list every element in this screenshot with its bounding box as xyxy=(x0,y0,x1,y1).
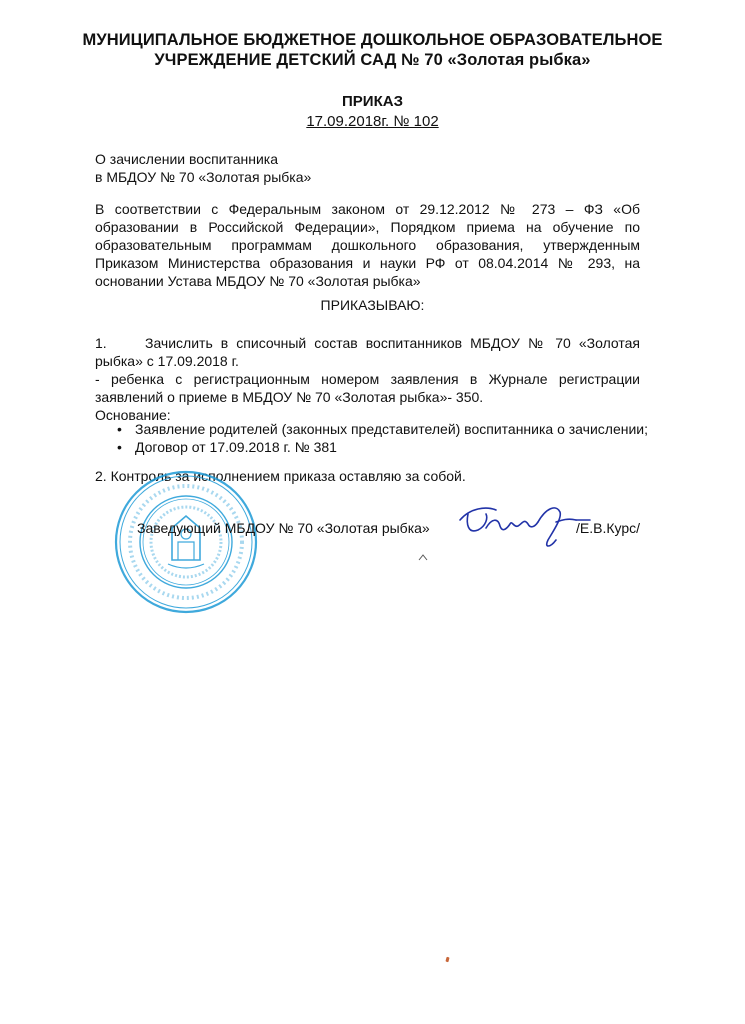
basis-item-text: Заявление родителей (законных представителей) воспитанника о зачислении; xyxy=(135,421,648,437)
basis-list xyxy=(95,420,648,456)
order-date-number: 17.09.2018г. № 102 xyxy=(306,113,439,130)
organization-title-line-1: МУНИЦИПАЛЬНОЕ БЮДЖЕТНОЕ ДОШКОЛЬНОЕ ОБРАЗОВАТЕЛЬНОЕ xyxy=(82,31,663,49)
order-subject-line-1: О зачислении воспитанника xyxy=(95,151,279,167)
order-subject-line-2: в МБДОУ № 70 «Золотая рыбка» xyxy=(95,169,312,185)
basis-list-item xyxy=(95,420,648,438)
order-subject xyxy=(95,150,311,186)
paper-speck-icon xyxy=(445,957,449,963)
order-word: ПРИКАЗЫВАЮ: xyxy=(320,297,425,313)
signatory-role: Заведующий МБДОУ № 70 «Золотая рыбка» xyxy=(137,520,430,536)
order-item-1-number: 1. xyxy=(95,335,107,351)
official-stamp-icon xyxy=(112,468,260,616)
organization-title-line-2: УЧРЕЖДЕНИЕ ДЕТСКИЙ САД № 70 «Золотая рыбка» xyxy=(154,51,591,69)
bullet-icon: • xyxy=(117,439,122,455)
organization-title xyxy=(0,30,745,70)
order-item-1 xyxy=(95,334,640,406)
basis-item-text: Договор от 17.09.2018 г. № 381 xyxy=(135,439,337,455)
order-item-1-detail: - ребенка с регистрационным номером заявления в Журнале регистрации заявлений о приеме в МБДОУ № 70 «Золотая рыбка»- 350. xyxy=(95,371,640,405)
order-item-2: 2. Контроль за исполнением приказа оставляю за собой. xyxy=(95,468,466,484)
preamble-paragraph: В соответствии с Федеральным законом от 29.12.2012 № 273 – ФЗ «Об образовании в Российской Федерации», Порядком приема на обучение по образовательным программам дошкольного образования, утвержденным Приказом Министерства образования и науки РФ от 08.04.2014 № 293, на основании Устава МБДОУ № 70 «Золотая рыбка» xyxy=(95,201,640,289)
order-item-1-text: Зачислить в списочный состав воспитанников МБДОУ № 70 «Золотая рыбка» с 17.09.2018 г. xyxy=(95,335,640,369)
basis-label: Основание: xyxy=(95,407,171,423)
signatory-name: /Е.В.Курс/ xyxy=(576,520,641,536)
handwritten-signature-icon xyxy=(456,500,591,555)
order-title: ПРИКАЗ xyxy=(342,93,403,110)
bullet-icon: • xyxy=(117,421,122,437)
pen-mark-icon xyxy=(418,553,428,561)
basis-list-item xyxy=(95,438,648,456)
